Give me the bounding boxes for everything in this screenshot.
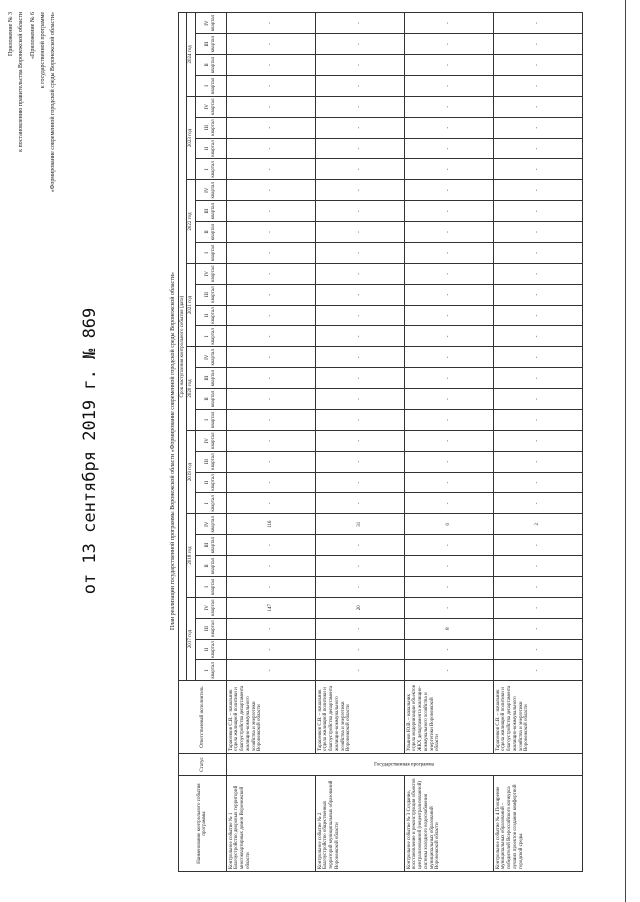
quarter-value-cell: -: [493, 284, 582, 305]
quarter-header: I квартал: [195, 576, 226, 597]
responsible-cell: Тарасенков С.В. – начальник отдела жилищной политики и благоустройства департамента жилищно-коммунального хозяйства и энергетики Воронежской области: [315, 681, 404, 754]
quarter-value-cell: -: [404, 263, 493, 284]
quarter-header: IV квартал: [195, 514, 226, 535]
event-name-cell: Контрольное событие № 2 Благоустройство общественных территорий муниципальных образований Воронежской области: [315, 776, 404, 872]
quarter-value-cell: -: [226, 263, 315, 284]
quarter-value-cell: -: [315, 618, 404, 639]
quarter-header: III квартал: [195, 201, 226, 222]
quarter-header: II квартал: [195, 222, 226, 243]
quarter-value-cell: -: [315, 180, 404, 201]
quarter-value-cell: -: [315, 389, 404, 410]
quarter-value-cell: -: [493, 535, 582, 556]
quarter-value-cell: -: [315, 556, 404, 577]
quarter-value-cell: -: [493, 493, 582, 514]
quarter-value-cell: -: [315, 263, 404, 284]
quarter-value-cell: -: [493, 263, 582, 284]
quarter-value-cell: -: [226, 389, 315, 410]
quarter-value-cell: -: [315, 430, 404, 451]
quarter-value-cell: -: [404, 347, 493, 368]
quarter-value-cell: -: [404, 96, 493, 117]
quarter-value-cell: -: [404, 472, 493, 493]
quarter-value-cell: -: [315, 117, 404, 138]
quarter-value-cell: -: [226, 368, 315, 389]
quarter-header: I квартал: [195, 159, 226, 180]
quarter-header: II квартал: [195, 639, 226, 660]
quarter-value-cell: -: [493, 576, 582, 597]
year-header: 2017 год: [187, 597, 195, 681]
quarter-value-cell: -: [404, 34, 493, 55]
responsible-cell: Ульянов Ю.В. – начальник отдела модернизации объектов ЖКХ департамента жилищно-коммунального хозяйства и энергетики Воронежской области: [404, 681, 493, 754]
quarter-value-cell: -: [315, 13, 404, 34]
quarter-value-cell: -: [404, 201, 493, 222]
quarter-header: I квартал: [195, 242, 226, 263]
quarter-value-cell: -: [493, 326, 582, 347]
header-event-name: Наименование контрольного события программы: [179, 776, 227, 872]
quarter-value-cell: -: [315, 96, 404, 117]
quarter-value-cell: -: [493, 639, 582, 660]
quarter-value-cell: -: [226, 117, 315, 138]
quarter-value-cell: -: [226, 305, 315, 326]
quarter-value-cell: -: [404, 389, 493, 410]
quarter-value-cell: -: [493, 347, 582, 368]
quarter-value-cell: 31: [315, 514, 404, 535]
quarter-value-cell: -: [226, 347, 315, 368]
quarter-header: III квартал: [195, 535, 226, 556]
quarter-value-cell: -: [315, 326, 404, 347]
status-label: Государственная программа: [374, 762, 434, 768]
quarter-header: II квартал: [195, 472, 226, 493]
quarter-value-cell: 147: [226, 597, 315, 618]
quarter-value-cell: -: [226, 96, 315, 117]
quarter-value-cell: -: [404, 597, 493, 618]
quarter-value-cell: -: [315, 660, 404, 681]
quarter-value-cell: -: [226, 493, 315, 514]
quarter-value-cell: -: [404, 409, 493, 430]
table-row: [315, 13, 404, 872]
year-header: 2021 год: [187, 263, 195, 347]
quarter-header: IV квартал: [195, 597, 226, 618]
appendix-number: Приложение № 3: [8, 12, 14, 56]
quarter-value-cell: -: [404, 159, 493, 180]
quarter-value-cell: -: [315, 576, 404, 597]
quarter-value-cell: -: [493, 556, 582, 577]
quarter-header: III квартал: [195, 451, 226, 472]
quarter-value-cell: -: [315, 75, 404, 96]
quarter-value-cell: -: [404, 180, 493, 201]
quarter-value-cell: -: [404, 576, 493, 597]
quarter-value-cell: 8: [404, 618, 493, 639]
quarter-value-cell: -: [493, 55, 582, 76]
quarter-header: III квартал: [195, 284, 226, 305]
page-edge-line: [625, 0, 626, 902]
quarter-header: III квартал: [195, 618, 226, 639]
quarter-value-cell: -: [226, 451, 315, 472]
quarter-value-cell: -: [404, 138, 493, 159]
approval-date: от 13 сентября 2019 г. № 869: [80, 307, 100, 595]
quarter-value-cell: -: [493, 75, 582, 96]
quarter-value-cell: -: [226, 55, 315, 76]
quarter-value-cell: -: [226, 472, 315, 493]
quarter-header: II квартал: [195, 556, 226, 577]
quarter-value-cell: -: [493, 660, 582, 681]
quarter-value-cell: -: [404, 75, 493, 96]
quarter-header: IV квартал: [195, 263, 226, 284]
quarter-value-cell: -: [226, 618, 315, 639]
quarter-value-cell: -: [315, 305, 404, 326]
quarter-value-cell: -: [493, 159, 582, 180]
year-header: 2019 год: [187, 430, 195, 514]
quarter-header: II квартал: [195, 55, 226, 76]
quarter-header: II квартал: [195, 389, 226, 410]
header-deadline: Срок наступления контрольного события (дата): [179, 13, 187, 681]
quarter-value-cell: -: [493, 597, 582, 618]
quarter-value-cell: 116: [226, 514, 315, 535]
quarter-value-cell: -: [493, 430, 582, 451]
quarter-value-cell: -: [226, 535, 315, 556]
quarter-value-cell: -: [315, 368, 404, 389]
plan-table: [178, 12, 583, 872]
quarter-value-cell: -: [315, 201, 404, 222]
year-header: 2020 год: [187, 347, 195, 431]
quarter-header: IV квартал: [195, 96, 226, 117]
year-header: 2023 год: [187, 96, 195, 180]
quarter-header: IV квартал: [195, 13, 226, 34]
quarter-value-cell: -: [226, 430, 315, 451]
year-header: 2018 год: [187, 514, 195, 598]
quarter-header: I квартал: [195, 493, 226, 514]
quarter-value-cell: -: [493, 618, 582, 639]
quarter-value-cell: -: [315, 451, 404, 472]
resolution-reference: к постановлению правительства Воронежской области: [18, 12, 24, 152]
quarter-header: II квартал: [195, 305, 226, 326]
quarter-value-cell: -: [226, 409, 315, 430]
quarter-value-cell: -: [493, 117, 582, 138]
quarter-value-cell: -: [404, 284, 493, 305]
quarter-value-cell: -: [404, 55, 493, 76]
quarter-value-cell: -: [493, 201, 582, 222]
quarter-header: III квартал: [195, 34, 226, 55]
quarter-value-cell: -: [226, 660, 315, 681]
quarter-header: I квартал: [195, 409, 226, 430]
quarter-value-cell: -: [404, 639, 493, 660]
quarter-value-cell: -: [404, 493, 493, 514]
quarter-value-cell: -: [493, 138, 582, 159]
table-row: [226, 13, 315, 872]
quarter-value-cell: -: [226, 242, 315, 263]
quarter-value-cell: -: [404, 222, 493, 243]
event-name-cell: Контрольное событие № 4 Поощрение муниципальных образований – победителей Всероссийского конкурса лучших проектов создания комфортной городской среды: [493, 776, 582, 872]
status-cell: [226, 753, 582, 775]
quarter-value-cell: -: [226, 639, 315, 660]
quarter-value-cell: -: [226, 34, 315, 55]
plan-title: План реализации государственной программы Воронежской области «Формирование современной городской среды Воронежской области»: [170, 271, 176, 631]
quarter-header: IV квартал: [195, 347, 226, 368]
quarter-value-cell: -: [404, 305, 493, 326]
quarter-value-cell: -: [493, 180, 582, 201]
quarter-value-cell: -: [493, 409, 582, 430]
quarter-value-cell: -: [315, 347, 404, 368]
event-name-cell: Контрольное событие № 1 Благоустройство дворовых территорий многоквартирных домов Воронежской области: [226, 776, 315, 872]
quarter-value-cell: -: [315, 284, 404, 305]
quarter-value-cell: -: [226, 222, 315, 243]
quarter-value-cell: -: [493, 451, 582, 472]
quarter-value-cell: -: [315, 639, 404, 660]
quarter-header: I квартал: [195, 75, 226, 96]
year-header: 2024 год: [187, 13, 195, 97]
quarter-value-cell: -: [404, 13, 493, 34]
quarter-value-cell: -: [226, 13, 315, 34]
quarter-value-cell: 0: [404, 514, 493, 535]
quarter-value-cell: -: [493, 34, 582, 55]
quarter-value-cell: -: [315, 222, 404, 243]
quarter-header: III квартал: [195, 368, 226, 389]
quarter-value-cell: -: [493, 13, 582, 34]
quarter-value-cell: -: [315, 409, 404, 430]
quarter-value-cell: -: [315, 242, 404, 263]
quarter-value-cell: -: [493, 472, 582, 493]
year-header: 2022 год: [187, 180, 195, 264]
quarter-value-cell: 20: [315, 597, 404, 618]
program-name: «Формирование современной городской среды Воронежской области»: [50, 12, 56, 193]
event-name-cell: Контрольное событие № 3 Создание, восстановление и реконструкция объектов централизованной (нецентрализованной) системы холодного водоснабжения муниципальных образований Воронежской области: [404, 776, 493, 872]
quarter-value-cell: -: [226, 75, 315, 96]
quarter-value-cell: -: [404, 660, 493, 681]
header-status: Статус: [179, 753, 227, 775]
responsible-cell: Тарасенков С.В. – начальник отдела жилищной политики и благоустройства департамента жилищно-коммунального хозяйства и энергетики Воронежской области: [493, 681, 582, 754]
quarter-header: IV квартал: [195, 180, 226, 201]
responsible-cell: Тарасенков С.В. – начальник отдела жилищной политики и благоустройства департамента жилищно-коммунального хозяйства и энергетики Воронежской области: [226, 681, 315, 754]
quarter-value-cell: -: [315, 493, 404, 514]
quarter-header: III квартал: [195, 117, 226, 138]
quarter-value-cell: -: [315, 34, 404, 55]
quarter-value-cell: -: [315, 159, 404, 180]
appendix-six: «Приложение № 6: [30, 12, 36, 59]
quarter-value-cell: -: [493, 389, 582, 410]
quarter-value-cell: -: [226, 201, 315, 222]
header-responsible: Ответственный исполнитель: [179, 681, 227, 754]
quarter-value-cell: -: [404, 451, 493, 472]
quarter-value-cell: -: [404, 430, 493, 451]
quarter-header: II квартал: [195, 138, 226, 159]
quarter-value-cell: -: [404, 117, 493, 138]
quarter-value-cell: -: [226, 284, 315, 305]
quarter-value-cell: -: [226, 556, 315, 577]
quarter-value-cell: -: [493, 242, 582, 263]
quarter-value-cell: -: [226, 576, 315, 597]
quarter-value-cell: -: [404, 535, 493, 556]
quarter-value-cell: -: [404, 242, 493, 263]
quarter-value-cell: -: [315, 472, 404, 493]
quarter-value-cell: -: [493, 222, 582, 243]
quarter-value-cell: -: [226, 159, 315, 180]
program-reference: к государственной программе: [40, 12, 46, 89]
table-row: [493, 13, 582, 872]
quarter-header: IV квартал: [195, 430, 226, 451]
quarter-value-cell: 2: [493, 514, 582, 535]
quarter-value-cell: -: [315, 138, 404, 159]
quarter-value-cell: -: [404, 326, 493, 347]
quarter-value-cell: -: [404, 368, 493, 389]
quarter-value-cell: -: [226, 180, 315, 201]
quarter-value-cell: -: [493, 305, 582, 326]
quarter-value-cell: -: [493, 368, 582, 389]
table-row: [404, 13, 493, 872]
quarter-value-cell: -: [404, 556, 493, 577]
quarter-value-cell: -: [226, 326, 315, 347]
quarter-value-cell: -: [315, 535, 404, 556]
quarter-header: I квартал: [195, 326, 226, 347]
quarter-value-cell: -: [315, 55, 404, 76]
quarter-value-cell: -: [226, 138, 315, 159]
quarter-header: I квартал: [195, 660, 226, 681]
quarter-value-cell: -: [493, 96, 582, 117]
